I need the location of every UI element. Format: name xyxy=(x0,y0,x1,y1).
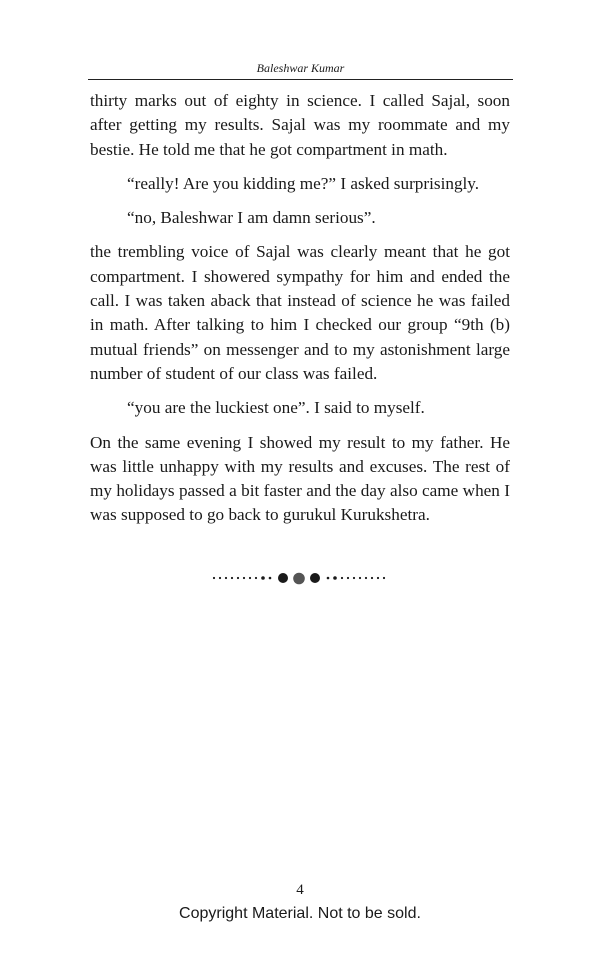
paragraph-1: thirty marks out of eighty in science. I called Sajal, soon after getting my results. Sajal was my roommate and my bestie. He told me that he got compartment in math. xyxy=(90,91,510,159)
paragraph-6: On the same evening I showed my result to my father. He was little unhappy with my results and excuses. The rest of my holidays passed a bit faster and the day also came when I was supposed to go back to gurukul Kurukshetra. xyxy=(90,432,510,525)
running-header-author: Baleshwar Kumar xyxy=(256,61,345,75)
copyright-notice: Copyright Material. Not to be sold. xyxy=(179,905,421,922)
body-text xyxy=(90,89,510,528)
paragraph-2-dialogue: “really! Are you kidding me?” I asked surprisingly. xyxy=(127,173,480,193)
header-rule xyxy=(88,79,513,80)
paragraph-3-dialogue: “no, Baleshwar I am damn serious”. xyxy=(127,208,376,228)
paragraph-4: the trembling voice of Sajal was clearly meant that he got compartment. I showered sympathy for him and ended the call. I was taken aback that instead of science he was failed in math. After talking to him I checked our group “9th (b) mutual friends” on messenger and to my astonishment large number of student of our class was failed. xyxy=(90,242,510,383)
page-number: 4 xyxy=(296,882,304,898)
paragraph-5-dialogue: “you are the luckiest one”. I said to myself. xyxy=(127,398,425,418)
section-divider-ornament xyxy=(210,570,390,586)
